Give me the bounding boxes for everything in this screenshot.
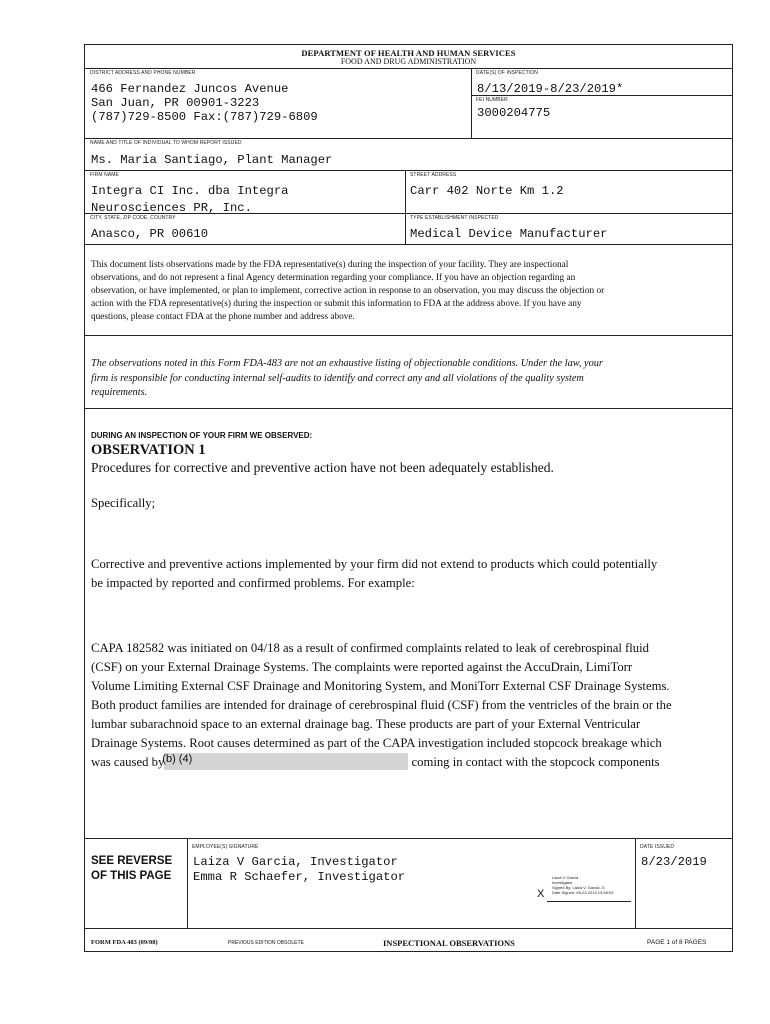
- street-label: STREET ADDRESS: [410, 172, 457, 178]
- district-label: DISTRICT ADDRESS AND PHONE NUMBER: [90, 70, 196, 76]
- divider: [85, 244, 732, 245]
- district-address-line2: San Juan, PR 00901-3223: [91, 96, 260, 110]
- firm-label: FIRM NAME: [90, 172, 119, 178]
- divider: [471, 68, 472, 138]
- signature-label: EMPLOYEE(S) SIGNATURE: [192, 844, 259, 850]
- date-issued-label: DATE ISSUED: [640, 844, 675, 850]
- inspection-dates-value: 8/13/2019-8/23/2019*: [477, 82, 624, 96]
- firm-name-line2: Neurosciences PR, Inc.: [91, 201, 252, 215]
- observation-summary: Procedures for corrective and preventive action have not been adequately established.: [91, 460, 554, 475]
- inspection-dates-label: DATE(S) OF INSPECTION: [476, 70, 539, 76]
- signature-line: [547, 901, 631, 902]
- signature-x-mark: X: [537, 888, 545, 900]
- observations-heading: DURING AN INSPECTION OF YOUR FIRM WE OBSERVED:: [91, 431, 313, 440]
- observation-title: OBSERVATION 1: [91, 442, 206, 458]
- divider: [85, 138, 732, 139]
- individual-value: Ms. Maria Santiago, Plant Manager: [91, 153, 333, 167]
- disclaimer-paragraph: The observations noted in this Form FDA-483 are not an exhaustive listing of objectionable conditions. Under the law, your firm is responsible for conducting internal self-audits to identify and correct any and all violations of the quality system requirements.: [91, 358, 603, 398]
- district-phone: (787)729-8500 Fax:(787)729-6809: [91, 110, 318, 124]
- agency-title: FOOD AND DRUG ADMINISTRATION: [340, 57, 477, 66]
- divider: [187, 838, 188, 928]
- fda-483-form: [84, 44, 733, 952]
- city-value: Anasco, PR 00610: [91, 227, 209, 241]
- divider: [635, 838, 636, 928]
- establishment-value: Medical Device Manufacturer: [410, 227, 608, 241]
- redaction-code: (b) (4): [162, 753, 193, 765]
- fei-label: FEI NUMBER: [476, 97, 508, 103]
- previous-edition-note: PREVIOUS EDITION OBSOLETE: [228, 940, 304, 946]
- footer-title: INSPECTIONAL OBSERVATIONS: [383, 938, 515, 948]
- notice-paragraph: This document lists observations made by the FDA representative(s) during the inspection of your facility. They are inspectional observations, and do not represent a final Agency determination regarding your compliance. If you have an objection regarding an observation, or have implemented, or plan to implement, corrective action in response to an observation, you may discuss the objection or action with the FDA representative(s) during the inspection or submit this information to FDA at the address above. If you have any questions, please contact FDA at the phone number and address above.: [91, 260, 605, 322]
- divider: [471, 95, 732, 96]
- divider: [85, 213, 732, 214]
- electronic-signature-details: Laiza V Garcia Investigator Signed By: Laiza V. Garcia -S Date Signed: 08-23-2019 13:58:03: [552, 875, 614, 895]
- district-address-line1: 466 Fernandez Juncos Avenue: [91, 82, 289, 96]
- firm-name-line1: Integra CI Inc. dba Integra: [91, 184, 289, 198]
- observation-paragraph-1: Corrective and preventive actions implemented by your firm did not extend to products which could potentially be impacted by reported and confirmed problems. For example:: [91, 557, 658, 590]
- observation-paragraph-2: CAPA 182582 was initiated on 04/18 as a result of confirmed complaints related to leak of cerebrospinal fluid (CSF) on your External Drainage Systems. The complaints were reported against the AccuDrain, LimiTorr Volume Limiting External CSF Drainage and Monitoring System, and MoniTorr External CSF Drainage Systems. Both product families are intended for drainage of cerebrospinal fluid (CSF) from the ventricles of the brain or the lumbar subarachnoid space to an external drainage bag. These products are part of your External Ventricular Drainage Systems. Root causes determined as part of the CAPA investigation included stopcock breakage which was caused by (b) (4) coming in contact with the stopcock components: [91, 639, 731, 772]
- city-label: CITY, STATE, ZIP CODE, COUNTRY: [90, 215, 176, 221]
- divider: [85, 335, 732, 336]
- see-reverse-note: SEE REVERSE OF THIS PAGE: [91, 855, 173, 882]
- page-number: PAGE 1 of 8 PAGES: [647, 939, 707, 946]
- divider: [85, 408, 732, 409]
- divider: [85, 170, 732, 171]
- individual-label: NAME AND TITLE OF INDIVIDUAL TO WHOM REPORT ISSUED: [90, 140, 242, 146]
- redaction-box: [164, 753, 408, 770]
- date-issued-value: 8/23/2019: [641, 855, 707, 869]
- investigator-2: Emma R Schaefer, Investigator: [193, 870, 406, 884]
- divider: [85, 68, 732, 69]
- street-value: Carr 402 Norte Km 1.2: [410, 184, 564, 198]
- investigator-1: Laiza V Garcia, Investigator: [193, 855, 398, 869]
- observation-last-line: was caused by (b) (4) coming in contact with the stopcock components: [91, 753, 731, 772]
- divider: [405, 170, 406, 244]
- form-number: FORM FDA 483 (09/08): [91, 939, 158, 946]
- divider: [85, 928, 732, 929]
- fei-value: 3000204775: [477, 106, 551, 120]
- department-title: DEPARTMENT OF HEALTH AND HUMAN SERVICES: [301, 48, 516, 58]
- observation-specifically: Specifically;: [91, 496, 156, 510]
- establishment-label: TYPE ESTABLISHMENT INSPECTED: [410, 215, 499, 221]
